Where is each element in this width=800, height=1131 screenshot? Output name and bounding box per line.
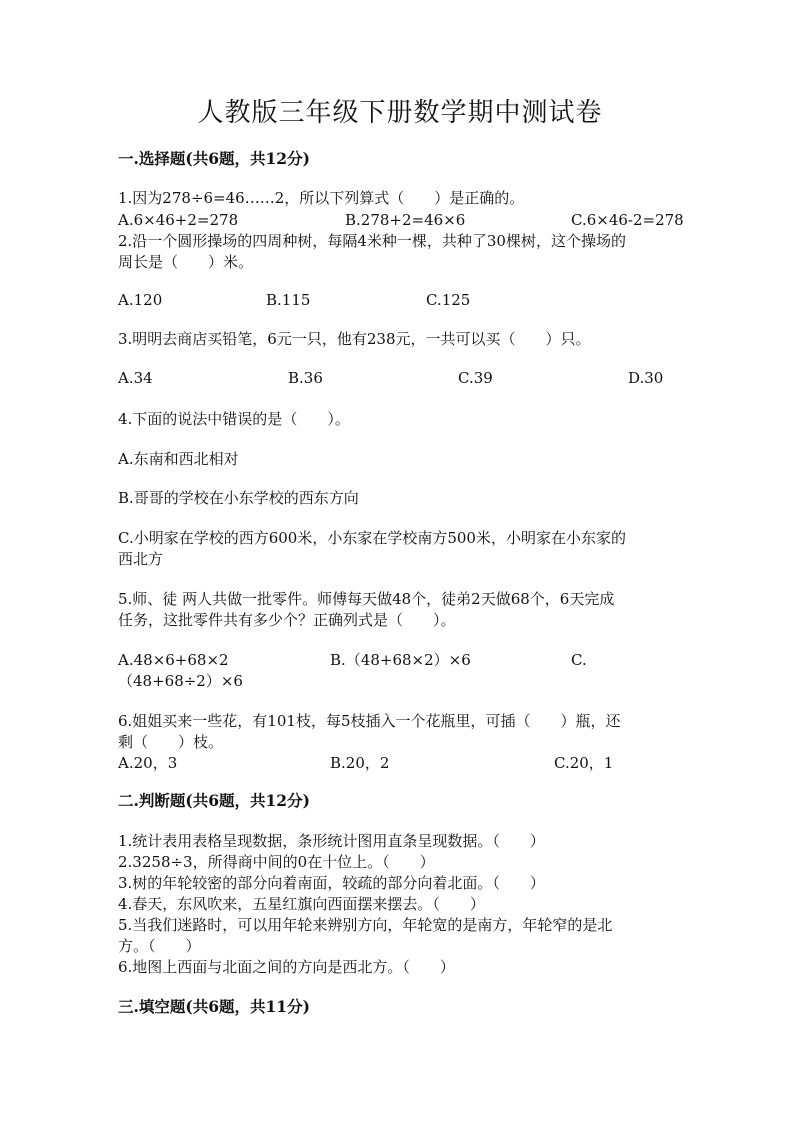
judgement-item: 5.当我们迷路时，可以用年轮来辨别方向，年轮宽的是南方，年轮窄的是北 xyxy=(118,916,613,934)
question-4-option-c-line-2: 西北方 xyxy=(118,550,164,568)
question-6-stem-line-2: 剩（ ）枝。 xyxy=(118,733,224,751)
section-heading-choice: 一.选择题(共6题，共12分) xyxy=(118,149,310,168)
question-3-option-c: C.39 xyxy=(458,369,493,387)
question-6-option-c: C.20，1 xyxy=(554,754,614,772)
question-4-option-c-line-1: C.小明家在学校的西方600米，小东家在学校南方500米，小明家在小东家的 xyxy=(118,529,626,547)
question-5-option-c-expression: （48+68÷2）×6 xyxy=(118,672,243,690)
question-2-option-a: A.120 xyxy=(118,291,163,309)
question-4-option-a: A.东南和西北相对 xyxy=(118,450,239,468)
question-5-option-a: A.48×6+68×2 xyxy=(118,651,229,669)
judgement-item: 3.树的年轮较密的部分向着南面，较疏的部分向着北面。（ ） xyxy=(118,874,545,892)
judgement-item: 6.地图上西面与北面之间的方向是西北方。（ ） xyxy=(118,958,455,976)
question-6-option-a: A.20，3 xyxy=(118,754,178,772)
section-heading-fill-blank: 三.填空题(共6题，共11分) xyxy=(118,997,310,1016)
judgement-item: 1.统计表用表格呈现数据，条形统计图用直条呈现数据。（ ） xyxy=(118,832,545,850)
question-4-option-b: B.哥哥的学校在小东学校的西东方向 xyxy=(118,489,359,507)
judgement-item: 2.3258÷3，所得商中间的0在十位上。（ ） xyxy=(118,853,435,871)
question-2-stem-line-2: 周长是（ ）米。 xyxy=(118,253,254,271)
question-5-stem-line-1: 5.师、徒 两人共做一批零件。师傅每天做48个，徒弟2天做68个，6天完成 xyxy=(118,590,615,608)
question-1-option-a: A.6×46+2=278 xyxy=(118,211,239,229)
page-title: 人教版三年级下册数学期中测试卷 xyxy=(197,98,603,128)
question-4-stem: 4.下面的说法中错误的是（ ）。 xyxy=(118,410,350,428)
question-1-stem: 1.因为278÷6=46……2，所以下列算式（ ）是正确的。 xyxy=(118,189,525,207)
question-2-option-c: C.125 xyxy=(426,291,471,309)
question-3-option-b: B.36 xyxy=(288,369,323,387)
question-5-stem-line-2: 任务，这批零件共有多少个？正确列式是（ ）。 xyxy=(118,611,456,629)
question-2-stem-line-1: 2.沿一个圆形操场的四周种树，每隔4米种一棵，共种了30棵树，这个操场的 xyxy=(118,232,626,250)
question-3-stem: 3.明明去商店买铅笔，6元一只，他有238元，一共可以买（ ）只。 xyxy=(118,330,591,348)
question-6-stem-line-1: 6.姐姐买来一些花，有101枝，每5枝插入一个花瓶里，可插（ ）瓶，还 xyxy=(118,712,621,730)
question-5-option-b: B.（48+68×2）×6 xyxy=(330,651,471,669)
question-5-option-c-label: C. xyxy=(571,651,587,669)
question-3-option-a: A.34 xyxy=(118,369,153,387)
question-1-option-b: B.278+2=46×6 xyxy=(345,211,466,229)
section-heading-judgement: 二.判断题(共6题，共12分) xyxy=(118,791,310,810)
question-3-option-d: D.30 xyxy=(628,369,664,387)
judgement-item: 4.春天，东风吹来，五星红旗向西面摆来摆去。（ ） xyxy=(118,895,485,913)
question-6-option-b: B.20，2 xyxy=(330,754,390,772)
question-2-option-b: B.115 xyxy=(266,291,311,309)
question-1-option-c: C.6×46-2=278 xyxy=(571,211,684,229)
judgement-item-continued: 方。（ ） xyxy=(118,937,201,955)
